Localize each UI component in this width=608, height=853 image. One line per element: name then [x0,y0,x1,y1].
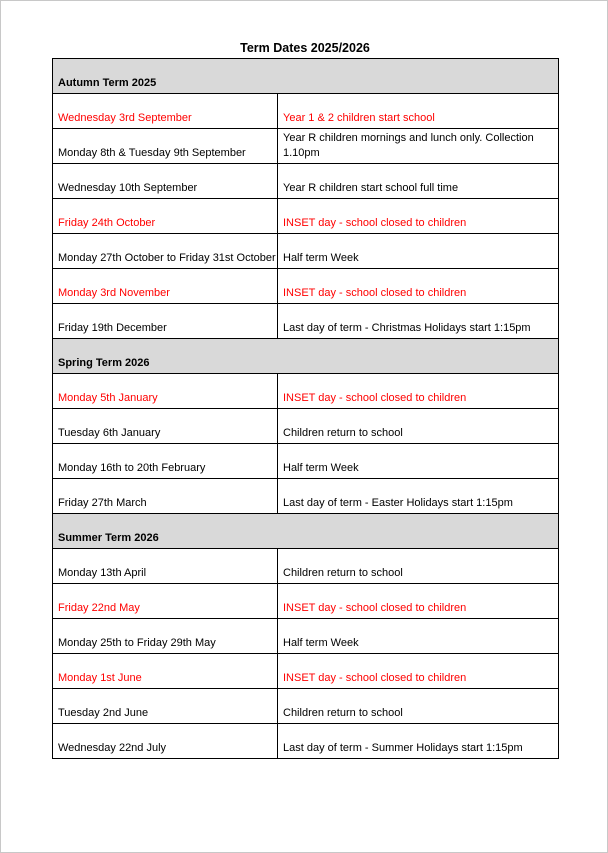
date-cell: Monday 27th October to Friday 31st October [58,252,276,264]
section-title: Spring Term 2026 [58,357,150,369]
date-cell: Wednesday 10th September [58,182,198,194]
page-title: Term Dates 2025/2026 [240,41,370,55]
event-cell: Year 1 & 2 children start school [283,112,435,124]
table-row [53,164,559,199]
date-cell: Wednesday 3rd September [58,112,192,124]
event-cell: Half term Week [283,252,359,264]
date-cell: Friday 24th October [58,217,156,229]
event-cell: Last day of term - Easter Holidays start 1:15pm [283,497,513,509]
event-cell: Year R children mornings and lunch only. Collection 1.10pm [283,132,534,159]
table-row [53,199,559,234]
table-row [53,409,559,444]
table-row [53,374,559,409]
section-title: Summer Term 2026 [58,532,159,544]
table-row [53,129,559,164]
table-row [53,444,559,479]
date-cell: Monday 16th to 20th February [58,462,206,474]
section-header-summer [53,514,559,549]
event-cell: Year R children start school full time [283,182,459,194]
table-row [53,549,559,584]
section-header-autumn [53,59,559,94]
date-cell: Friday 22nd May [58,602,140,614]
table-row [53,269,559,304]
table-row [53,94,559,129]
term-dates-table [52,58,559,759]
event-cell: Last day of term - Summer Holidays start 1:15pm [283,742,523,754]
date-cell: Friday 27th March [58,497,147,509]
event-cell: INSET day - school closed to children [283,217,467,229]
date-cell: Tuesday 6th January [58,427,161,439]
event-cell: Children return to school [283,567,403,579]
date-cell: Monday 25th to Friday 29th May [58,637,216,649]
date-cell: Monday 1st June [58,672,142,684]
table-row [53,724,559,759]
date-cell: Monday 13th April [58,567,147,579]
section-header-spring [53,339,559,374]
section-title: Autumn Term 2025 [58,77,157,89]
event-cell: INSET day - school closed to children [283,672,467,684]
event-cell: INSET day - school closed to children [283,602,467,614]
date-cell: Monday 8th & Tuesday 9th September [58,147,246,159]
table-row [53,304,559,339]
date-cell: Monday 5th January [58,392,158,404]
table-row [53,689,559,724]
table-row [53,654,559,689]
event-cell: Children return to school [283,427,403,439]
event-cell: INSET day - school closed to children [283,392,467,404]
event-cell: Half term Week [283,462,359,474]
event-cell: Last day of term - Christmas Holidays start 1:15pm [283,322,531,334]
event-cell: Children return to school [283,707,403,719]
date-cell: Tuesday 2nd June [58,707,149,719]
event-cell: INSET day - school closed to children [283,287,467,299]
event-cell: Half term Week [283,637,359,649]
date-cell: Friday 19th December [58,322,167,334]
table-row [53,479,559,514]
table-row [53,234,559,269]
date-cell: Wednesday 22nd July [58,742,167,754]
table-row [53,619,559,654]
date-cell: Monday 3rd November [58,287,170,299]
table-row [53,584,559,619]
